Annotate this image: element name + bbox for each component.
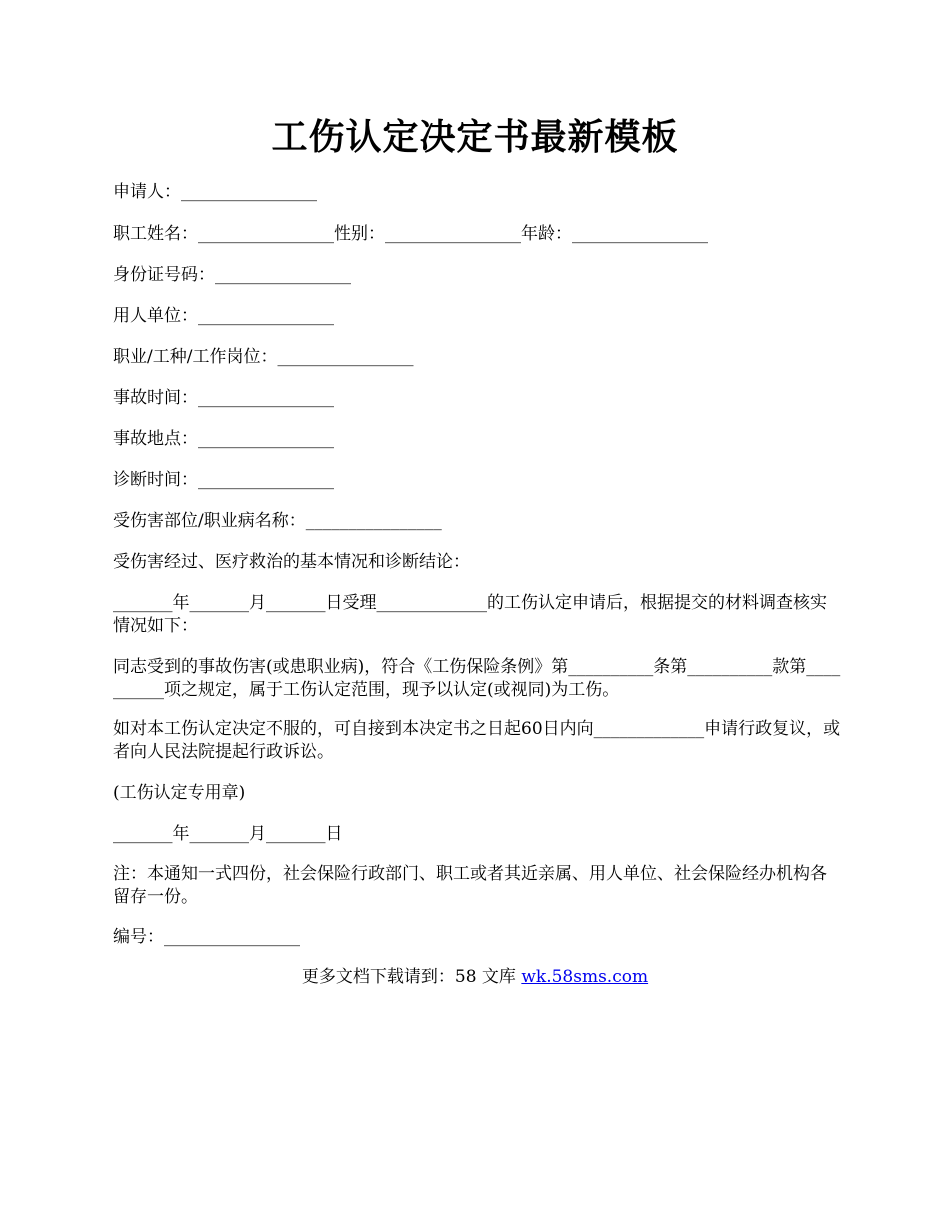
- accident-place-line: 事故地点：________________: [113, 429, 334, 449]
- document-title: 工伤认定决定书最新模板: [271, 116, 679, 158]
- injury-part-line: 受伤害部位/职业病名称：________________: [113, 511, 442, 531]
- determination-paragraph: 同志受到的事故伤害(或患职业病)，符合《工伤保险条例》第__________条第__________款第__________项之规定，属于工伤认定范围，现予以认定(或视同)为工伤。: [113, 657, 841, 700]
- note-paragraph: 注：本通知一式四份，社会保险行政部门、职工或者其近亲属、用人单位、社会保险经办机构各留存一份。: [113, 864, 827, 907]
- date-line: _______年_______月_______日: [113, 824, 343, 844]
- document-number-line: 编号：________________: [113, 927, 300, 947]
- download-footer: [0, 965, 950, 989]
- employer-line: 用人单位：________________: [113, 306, 334, 326]
- accident-time-line: 事故时间：________________: [113, 388, 334, 408]
- footer-text: 更多文档下载请到：58 文库: [301, 967, 522, 987]
- seal-line: (工伤认定专用章): [113, 783, 246, 803]
- id-number-line: 身份证号码：________________: [113, 265, 351, 285]
- acceptance-paragraph: _______年_______月_______日受理_____________的工伤认定申请后，根据提交的材料调查核实情况如下：: [113, 593, 827, 636]
- footer-link[interactable]: wk.58sms.com: [521, 967, 649, 987]
- appeal-paragraph: 如对本工伤认定决定不服的，可自接到本决定书之日起60日内向_____________申请行政复议，或者向人民法院提起行政诉讼。: [113, 719, 841, 762]
- diagnosis-time-line: 诊断时间：________________: [113, 470, 334, 490]
- injury-details-line: 受伤害经过、医疗救治的基本情况和诊断结论：: [113, 552, 470, 572]
- applicant-line: 申请人：________________: [113, 182, 317, 202]
- worker-info-line: 职工姓名：________________性别：________________年龄：________________: [113, 224, 708, 244]
- position-line: 职业/工种/工作岗位：________________: [113, 347, 414, 367]
